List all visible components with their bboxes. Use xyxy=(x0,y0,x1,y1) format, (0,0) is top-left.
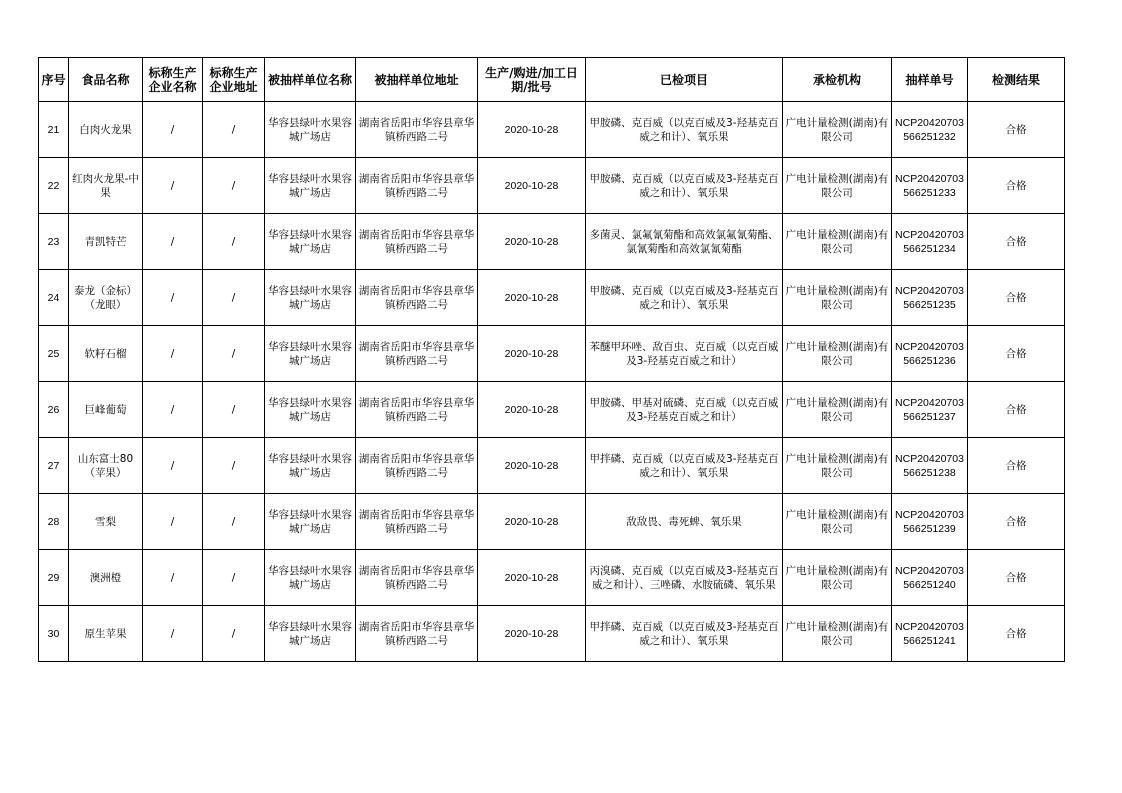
header-testing-lab: 承检机构 xyxy=(783,58,892,102)
manufacturer-address-cell: / xyxy=(203,158,265,214)
food-name-cell: 红肉火龙果-中果 xyxy=(69,158,143,214)
production-date-cell: 2020-10-28 xyxy=(478,102,586,158)
sample-number-part-2: 566251239 xyxy=(903,522,956,535)
tested-items-cell: 甲胺磷、克百威（以克百威及3-羟基克百威之和计）、氧乐果 xyxy=(586,102,783,158)
test-result-cell: 合格 xyxy=(968,550,1065,606)
test-result-cell: 合格 xyxy=(968,494,1065,550)
sample-number-part-2: 566251240 xyxy=(903,578,956,591)
testing-lab-cell: 广电计量检测(湖南)有限公司 xyxy=(783,270,892,326)
sample-number-cell xyxy=(892,550,968,606)
serial-no-cell: 30 xyxy=(39,606,69,662)
serial-no-cell: 24 xyxy=(39,270,69,326)
manufacturer-name-cell: / xyxy=(143,382,203,438)
table-row xyxy=(39,382,1065,438)
sample-number-cell xyxy=(892,494,968,550)
manufacturer-name-cell: / xyxy=(143,606,203,662)
sample-number-cell xyxy=(892,102,968,158)
food-name-cell: 原生苹果 xyxy=(69,606,143,662)
sample-number-part-2: 566251235 xyxy=(903,298,956,311)
sampled-unit-name-cell: 华容县绿叶水果容城广场店 xyxy=(265,382,356,438)
manufacturer-address-cell: / xyxy=(203,214,265,270)
table-row xyxy=(39,102,1065,158)
production-date-cell: 2020-10-28 xyxy=(478,606,586,662)
production-date-cell: 2020-10-28 xyxy=(478,326,586,382)
manufacturer-name-cell: / xyxy=(143,102,203,158)
manufacturer-name-cell: / xyxy=(143,270,203,326)
sampled-unit-name-cell: 华容县绿叶水果容城广场店 xyxy=(265,494,356,550)
manufacturer-name-cell: / xyxy=(143,494,203,550)
tested-items-cell: 丙溴磷、克百威（以克百威及3-羟基克百威之和计）、三唑磷、水胺硫磷、氧乐果 xyxy=(586,550,783,606)
testing-lab-cell: 广电计量检测(湖南)有限公司 xyxy=(783,550,892,606)
testing-lab-cell: 广电计量检测(湖南)有限公司 xyxy=(783,326,892,382)
table-row xyxy=(39,158,1065,214)
sampled-unit-address-cell: 湖南省岳阳市华容县章华镇桥西路二号 xyxy=(356,438,478,494)
test-result-cell: 合格 xyxy=(968,214,1065,270)
food-name-cell: 软籽石榴 xyxy=(69,326,143,382)
header-test-result: 检测结果 xyxy=(968,58,1065,102)
manufacturer-address-cell: / xyxy=(203,438,265,494)
sample-number-cell xyxy=(892,382,968,438)
sampled-unit-address-cell: 湖南省岳阳市华容县章华镇桥西路二号 xyxy=(356,102,478,158)
sample-number-cell xyxy=(892,214,968,270)
food-name-cell: 巨峰葡萄 xyxy=(69,382,143,438)
production-date-cell: 2020-10-28 xyxy=(478,438,586,494)
table-body xyxy=(39,102,1065,662)
sample-number-part-1: NCP20420703 xyxy=(895,116,964,129)
testing-lab-cell: 广电计量检测(湖南)有限公司 xyxy=(783,214,892,270)
sampled-unit-name-cell: 华容县绿叶水果容城广场店 xyxy=(265,326,356,382)
sample-number-part-2: 566251232 xyxy=(903,130,956,143)
serial-no-cell: 27 xyxy=(39,438,69,494)
serial-no-cell: 22 xyxy=(39,158,69,214)
sample-number-part-2: 566251234 xyxy=(903,242,956,255)
sample-number-cell xyxy=(892,270,968,326)
sampled-unit-name-cell: 华容县绿叶水果容城广场店 xyxy=(265,214,356,270)
sampled-unit-address-cell: 湖南省岳阳市华容县章华镇桥西路二号 xyxy=(356,158,478,214)
food-name-cell: 青凯特芒 xyxy=(69,214,143,270)
sampled-unit-name-cell: 华容县绿叶水果容城广场店 xyxy=(265,158,356,214)
food-name-cell: 澳洲橙 xyxy=(69,550,143,606)
table-row xyxy=(39,550,1065,606)
sample-number-part-1: NCP20420703 xyxy=(895,508,964,521)
header-tested-items: 已检项目 xyxy=(586,58,783,102)
manufacturer-name-cell: / xyxy=(143,438,203,494)
production-date-cell: 2020-10-28 xyxy=(478,550,586,606)
sampled-unit-name-cell: 华容县绿叶水果容城广场店 xyxy=(265,606,356,662)
sample-number-part-2: 566251241 xyxy=(903,634,956,647)
test-result-cell: 合格 xyxy=(968,606,1065,662)
sampled-unit-address-cell: 湖南省岳阳市华容县章华镇桥西路二号 xyxy=(356,494,478,550)
table-header xyxy=(39,58,1065,102)
sample-number-part-1: NCP20420703 xyxy=(895,452,964,465)
sampled-unit-name-cell: 华容县绿叶水果容城广场店 xyxy=(265,102,356,158)
food-name-cell: 白肉火龙果 xyxy=(69,102,143,158)
testing-lab-cell: 广电计量检测(湖南)有限公司 xyxy=(783,438,892,494)
sample-number-part-1: NCP20420703 xyxy=(895,620,964,633)
sample-number-part-2: 566251237 xyxy=(903,410,956,423)
serial-no-cell: 21 xyxy=(39,102,69,158)
production-date-cell: 2020-10-28 xyxy=(478,214,586,270)
header-serial-no: 序号 xyxy=(39,58,69,102)
test-result-cell: 合格 xyxy=(968,102,1065,158)
sampled-unit-name-cell: 华容县绿叶水果容城广场店 xyxy=(265,438,356,494)
manufacturer-address-cell: / xyxy=(203,270,265,326)
sample-number-part-1: NCP20420703 xyxy=(895,172,964,185)
manufacturer-name-cell: / xyxy=(143,550,203,606)
inspection-results-table xyxy=(38,57,1065,662)
sampled-unit-address-cell: 湖南省岳阳市华容县章华镇桥西路二号 xyxy=(356,606,478,662)
header-manufacturer-name: 标称生产企业名称 xyxy=(143,58,203,102)
sample-number-part-2: 566251233 xyxy=(903,186,956,199)
manufacturer-address-cell: / xyxy=(203,326,265,382)
sampled-unit-address-cell: 湖南省岳阳市华容县章华镇桥西路二号 xyxy=(356,214,478,270)
sampled-unit-address-cell: 湖南省岳阳市华容县章华镇桥西路二号 xyxy=(356,326,478,382)
manufacturer-address-cell: / xyxy=(203,102,265,158)
table-row xyxy=(39,326,1065,382)
sample-number-part-2: 566251236 xyxy=(903,354,956,367)
header-sampled-unit-name: 被抽样单位名称 xyxy=(265,58,356,102)
sample-number-cell xyxy=(892,158,968,214)
manufacturer-name-cell: / xyxy=(143,326,203,382)
serial-no-cell: 26 xyxy=(39,382,69,438)
sample-number-cell xyxy=(892,438,968,494)
sample-number-part-1: NCP20420703 xyxy=(895,228,964,241)
manufacturer-address-cell: / xyxy=(203,606,265,662)
food-name-cell: 泰龙（金标）（龙眼） xyxy=(69,270,143,326)
header-row xyxy=(39,58,1065,102)
test-result-cell: 合格 xyxy=(968,382,1065,438)
table-row xyxy=(39,270,1065,326)
testing-lab-cell: 广电计量检测(湖南)有限公司 xyxy=(783,606,892,662)
test-result-cell: 合格 xyxy=(968,158,1065,214)
tested-items-cell: 甲拌磷、克百威（以克百威及3-羟基克百威之和计）、氧乐果 xyxy=(586,606,783,662)
sampled-unit-address-cell: 湖南省岳阳市华容县章华镇桥西路二号 xyxy=(356,270,478,326)
tested-items-cell: 甲拌磷、克百威（以克百威及3-羟基克百威之和计）、氧乐果 xyxy=(586,438,783,494)
test-result-cell: 合格 xyxy=(968,326,1065,382)
header-sample-number: 抽样单号 xyxy=(892,58,968,102)
serial-no-cell: 28 xyxy=(39,494,69,550)
tested-items-cell: 敌敌畏、毒死蜱、氧乐果 xyxy=(586,494,783,550)
header-production-date: 生产/购进/加工日期/批号 xyxy=(478,58,586,102)
testing-lab-cell: 广电计量检测(湖南)有限公司 xyxy=(783,382,892,438)
test-result-cell: 合格 xyxy=(968,270,1065,326)
manufacturer-address-cell: / xyxy=(203,382,265,438)
manufacturer-address-cell: / xyxy=(203,550,265,606)
sample-number-part-1: NCP20420703 xyxy=(895,284,964,297)
table-row xyxy=(39,606,1065,662)
production-date-cell: 2020-10-28 xyxy=(478,270,586,326)
serial-no-cell: 23 xyxy=(39,214,69,270)
sample-number-part-2: 566251238 xyxy=(903,466,956,479)
sample-number-cell xyxy=(892,326,968,382)
table-row xyxy=(39,214,1065,270)
production-date-cell: 2020-10-28 xyxy=(478,158,586,214)
table-row xyxy=(39,494,1065,550)
header-food-name: 食品名称 xyxy=(69,58,143,102)
header-manufacturer-address: 标称生产企业地址 xyxy=(203,58,265,102)
manufacturer-name-cell: / xyxy=(143,214,203,270)
serial-no-cell: 25 xyxy=(39,326,69,382)
sample-number-part-1: NCP20420703 xyxy=(895,340,964,353)
tested-items-cell: 甲胺磷、甲基对硫磷、克百威（以克百威及3-羟基克百威之和计） xyxy=(586,382,783,438)
tested-items-cell: 多菌灵、氯氟氰菊酯和高效氯氟氰菊酯、氯氰菊酯和高效氯氰菊酯 xyxy=(586,214,783,270)
food-name-cell: 山东富士80（苹果） xyxy=(69,438,143,494)
sample-number-cell xyxy=(892,606,968,662)
sampled-unit-name-cell: 华容县绿叶水果容城广场店 xyxy=(265,550,356,606)
tested-items-cell: 甲胺磷、克百威（以克百威及3-羟基克百威之和计）、氧乐果 xyxy=(586,270,783,326)
sample-number-part-1: NCP20420703 xyxy=(895,564,964,577)
sampled-unit-name-cell: 华容县绿叶水果容城广场店 xyxy=(265,270,356,326)
manufacturer-name-cell: / xyxy=(143,158,203,214)
serial-no-cell: 29 xyxy=(39,550,69,606)
sample-number-part-1: NCP20420703 xyxy=(895,396,964,409)
header-sampled-unit-address: 被抽样单位地址 xyxy=(356,58,478,102)
testing-lab-cell: 广电计量检测(湖南)有限公司 xyxy=(783,158,892,214)
testing-lab-cell: 广电计量检测(湖南)有限公司 xyxy=(783,494,892,550)
tested-items-cell: 苯醚甲环唑、敌百虫、克百威（以克百威及3-羟基克百威之和计） xyxy=(586,326,783,382)
sampled-unit-address-cell: 湖南省岳阳市华容县章华镇桥西路二号 xyxy=(356,550,478,606)
production-date-cell: 2020-10-28 xyxy=(478,494,586,550)
manufacturer-address-cell: / xyxy=(203,494,265,550)
tested-items-cell: 甲胺磷、克百威（以克百威及3-羟基克百威之和计）、氧乐果 xyxy=(586,158,783,214)
production-date-cell: 2020-10-28 xyxy=(478,382,586,438)
testing-lab-cell: 广电计量检测(湖南)有限公司 xyxy=(783,102,892,158)
table-row xyxy=(39,438,1065,494)
test-result-cell: 合格 xyxy=(968,438,1065,494)
sampled-unit-address-cell: 湖南省岳阳市华容县章华镇桥西路二号 xyxy=(356,382,478,438)
food-name-cell: 雪梨 xyxy=(69,494,143,550)
